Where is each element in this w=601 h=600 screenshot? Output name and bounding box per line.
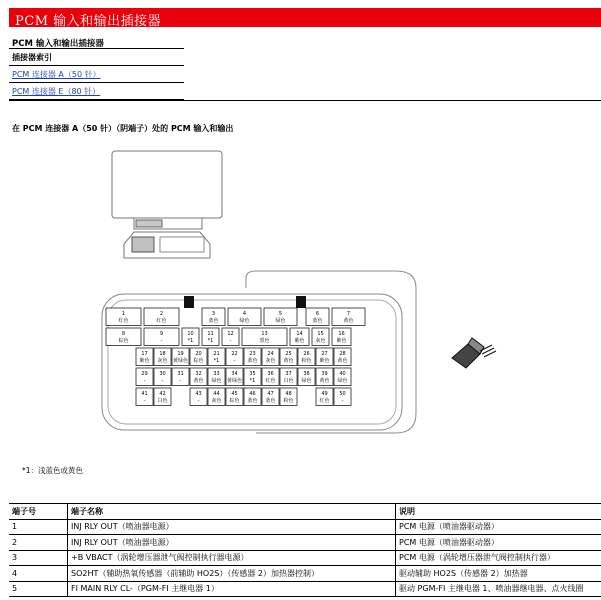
col-header-name: 端子名称: [68, 504, 396, 520]
pin-name: SO2HT（辅助热氧传感器（前辅助 HO2S）（传感器 2）加热器控制）: [68, 566, 396, 582]
pin-color-label: -: [160, 338, 163, 344]
pin-number-label: 27: [321, 351, 328, 357]
pin-number-label: 37: [285, 371, 292, 377]
pin-color-label: 黄绿色: [226, 378, 243, 384]
pin-name: INJ RLY OUT（喷油器电源）: [68, 535, 396, 551]
pin-color-label: 黄色: [193, 378, 204, 384]
pin-color-label: *1: [249, 378, 256, 384]
pin-number-label: 11: [207, 331, 214, 337]
pin-number-label: 45: [231, 391, 238, 397]
pin-number-label: 21: [213, 351, 220, 357]
pin-number-label: 17: [141, 351, 148, 357]
pin-number-label: 3: [211, 311, 216, 317]
table-row: [9, 550, 601, 566]
table-row: [9, 535, 601, 551]
pin-color-label: 紫色: [336, 338, 347, 344]
pin-number-label: 15: [317, 331, 324, 337]
divider: [9, 100, 601, 101]
pin-number-label: 43: [195, 391, 202, 397]
pin-color-label: 蓝色: [312, 318, 323, 324]
pin-description: PCM 电源（喷油器驱动器）: [396, 535, 601, 551]
pin-number-label: 6: [315, 311, 320, 317]
link-connector-a[interactable]: PCM 连接器 A（50 针）: [12, 69, 101, 79]
pin-number-label: 20: [195, 351, 202, 357]
pin-number-label: 33: [213, 371, 220, 377]
pin-color-label: -: [233, 358, 236, 364]
pin-number-label: 10: [187, 331, 194, 337]
pin-number-label: 26: [303, 351, 310, 357]
pin-color-label: 棕色: [193, 358, 204, 364]
pin-name: FI MAIN RLY CL-（PGM-FI 主继电器 1）: [68, 581, 396, 597]
table-row: [9, 581, 601, 597]
pin-color-label: *1: [213, 358, 220, 364]
pin-color-label: 黄绿色: [172, 358, 189, 364]
pin-color-label: 绿色: [337, 378, 348, 384]
pin-color-label: *1: [187, 338, 194, 344]
pin-number-label: 18: [159, 351, 166, 357]
pin-number-label: 2: [159, 311, 164, 317]
col-header-desc: 说明: [396, 504, 601, 520]
harness-connector-icon: [452, 338, 496, 368]
pin-number-label: 44: [213, 391, 220, 397]
pin-color-label: 灰色: [315, 338, 326, 344]
pin-number-label: 32: [195, 371, 202, 377]
pin-description: 驱动 PGM-FI 主继电器 1、喷油器继电器、点火线圈: [396, 581, 601, 597]
pin-number-label: 23: [249, 351, 256, 357]
pin-color-label: 灰色: [157, 358, 168, 364]
pin-number: 5: [9, 581, 68, 597]
pin-number-label: 19: [177, 351, 184, 357]
pin-name: +B VBACT（涡轮增压器泄气阀控制执行器电源）: [68, 550, 396, 566]
pin-number-label: 22: [231, 351, 238, 357]
pin-number-label: 49: [321, 391, 328, 397]
pin-color-label: 粉色: [301, 358, 312, 364]
pin-name: INJ RLY OUT（喷油器电源）: [68, 519, 396, 535]
pin-number-label: 8: [121, 331, 126, 337]
pin-color-label: 黑色: [259, 338, 270, 344]
pin-number-label: 28: [339, 351, 346, 357]
pin-number-label: 47: [267, 391, 274, 397]
pin-number-label: 35: [249, 371, 256, 377]
pin-number-label: 1: [121, 311, 126, 317]
page-title: PCM 输入和输出插接器: [15, 14, 162, 29]
pin-color-label: 绿色: [211, 378, 222, 384]
pin-number-label: 29: [141, 371, 148, 377]
pin-grid: [106, 308, 365, 406]
pin-color-label: 灰色: [265, 358, 276, 364]
pin-color-label: -: [197, 398, 200, 404]
pin-color-label: 白色: [157, 398, 168, 404]
table-row: [9, 566, 601, 582]
pin-color-label: 棕色: [118, 338, 129, 344]
pin-color-label: 紫色: [139, 358, 150, 364]
pin-color-label: 红色: [118, 318, 129, 324]
pin-color-label: -: [143, 398, 146, 404]
pin-color-label: 蓝色: [208, 318, 219, 324]
pin-color-label: 白色: [283, 378, 294, 384]
pin-number-label: 24: [267, 351, 274, 357]
pin-color-label: 紫色: [294, 338, 305, 344]
pin-color-label: 黄色: [319, 378, 330, 384]
pin-number-label: 14: [296, 331, 303, 337]
table-row: [9, 519, 601, 535]
pin-number-label: 13: [261, 331, 268, 337]
connector-diagram: [96, 148, 526, 440]
pin-number-label: 36: [267, 371, 274, 377]
pin-color-label: 粉色: [283, 398, 294, 404]
pin-number-label: 39: [321, 371, 328, 377]
pin-number-label: 7: [346, 311, 351, 317]
pin-number-label: 50: [339, 391, 346, 397]
pin-color-label: 灰色: [211, 398, 222, 404]
page-header-bar: [9, 8, 601, 27]
pin-color-label: 蓝色: [247, 358, 258, 364]
pin-color-label: 黄色: [337, 358, 348, 364]
pin-color-label: 绿色: [275, 318, 286, 324]
pin-color-label: 棕色: [229, 398, 240, 404]
diagram-caption: 在 PCM 连接器 A（50 针）（阴端子）处的 PCM 输入和输出: [12, 124, 234, 133]
pin-number-label: 4: [242, 311, 247, 317]
pin-color-label: -: [143, 378, 146, 384]
pin-number: 1: [9, 519, 68, 535]
pin-description: PCM 电源（喷油器驱动器）: [396, 519, 601, 535]
col-header-pin: 端子号: [9, 504, 68, 520]
pin-number-label: 34: [231, 371, 238, 377]
pin-number-label: 41: [141, 391, 148, 397]
pin-color-label: 紫色: [319, 358, 330, 364]
pin-color-label: 红色: [156, 318, 167, 324]
pin-description: PCM 电源（涡轮增压器泄气阀控制执行器）: [396, 550, 601, 566]
pin-number-label: 30: [159, 371, 166, 377]
pin-color-label: 蓝色: [265, 398, 276, 404]
pin-color-label: -: [229, 338, 232, 344]
pin-number-label: 46: [249, 391, 256, 397]
pin-color-label: 黄色: [343, 318, 354, 324]
pin-number-label: 48: [285, 391, 292, 397]
pin-number-label: 12: [227, 331, 234, 337]
connector-index-heading: 插接器索引: [9, 49, 184, 66]
pin-number-label: 38: [303, 371, 310, 377]
pin-color-label: 红色: [265, 378, 276, 384]
pin-number: 2: [9, 535, 68, 551]
pin-number-label: 16: [338, 331, 345, 337]
pin-description: 驱动辅助 HO2S（传感器 2）加热器: [396, 566, 601, 582]
pin-color-label: -: [341, 398, 344, 404]
pin-table: [9, 503, 601, 597]
pin-number-label: 25: [285, 351, 292, 357]
pin-color-label: -: [179, 378, 182, 384]
pin-number-label: 5: [278, 311, 283, 317]
pin-number-label: 42: [159, 391, 166, 397]
footnote: *1：浅蓝色或黄色: [22, 466, 84, 475]
pin-color-label: 蓝色: [247, 398, 258, 404]
pin-number: 3: [9, 550, 68, 566]
link-connector-e[interactable]: PCM 连接器 E（80 针）: [12, 86, 101, 96]
pin-number-label: 31: [177, 371, 184, 377]
pin-number-label: 40: [339, 371, 346, 377]
pin-color-label: 红色: [319, 398, 330, 404]
pin-color-label: 绿色: [301, 378, 312, 384]
pin-number: 4: [9, 566, 68, 582]
pin-color-label: -: [161, 378, 164, 384]
connector-index-table: [9, 48, 184, 100]
pin-color-label: 绿色: [239, 318, 250, 324]
pin-number-label: 9: [159, 331, 164, 337]
pin-color-label: *1: [207, 338, 214, 344]
pin-color-label: 黄色: [283, 358, 294, 364]
section-subtitle: PCM 输入和输出插接器: [12, 39, 104, 49]
